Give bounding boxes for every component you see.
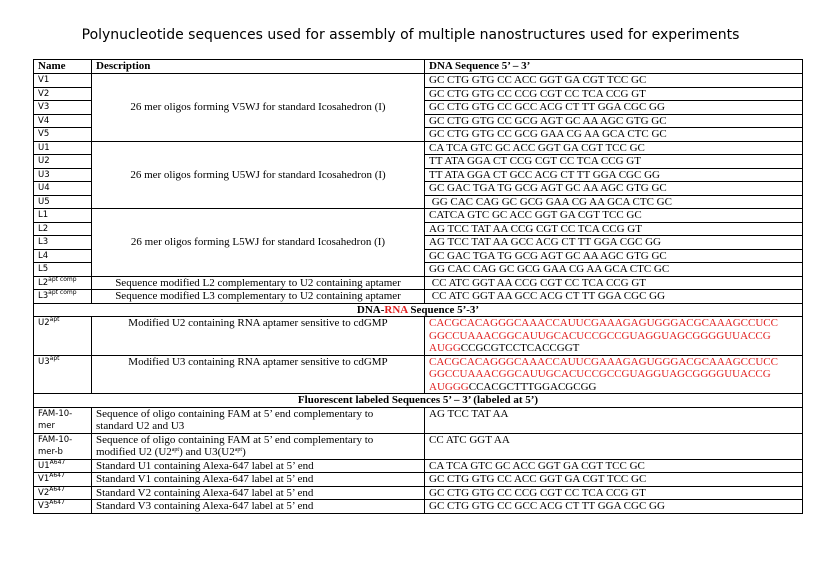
row-sequence: GC CTG GTG CC ACC GGT GA CGT TCC GC bbox=[425, 473, 803, 487]
row-description: Standard V2 containing Alexa-647 label at 5’ end bbox=[92, 486, 425, 500]
row-description: Modified U3 containing RNA aptamer sensitive to cdGMP bbox=[92, 355, 425, 394]
row-sequence: GC CTG GTG CC GCG GAA CG AA GCA CTC GC bbox=[425, 128, 803, 142]
table-row bbox=[34, 209, 803, 223]
row-name: V4 bbox=[34, 114, 92, 128]
row-name: L1 bbox=[34, 209, 92, 223]
row-description: 26 mer oligos forming V5WJ for standard Icosahedron (I) bbox=[92, 74, 425, 142]
row-description: Sequence of oligo containing FAM at 5’ end complementary to standard U2 and U3 bbox=[92, 407, 425, 433]
row-sequence: CC ATC GGT AA bbox=[425, 433, 803, 459]
row-name: $V1^{A647}$ bbox=[34, 473, 92, 487]
section-row bbox=[34, 394, 803, 408]
header-row bbox=[34, 60, 803, 74]
row-sequence: CA TCA GTC GC ACC GGT GA CGT TCC GC bbox=[425, 141, 803, 155]
row-name: U2 bbox=[34, 155, 92, 169]
row-sequence: GC CTG GTG CC GCG AGT GC AA AGC GTG GC bbox=[425, 114, 803, 128]
row-name: U5 bbox=[34, 195, 92, 209]
section-row bbox=[34, 303, 803, 317]
row-name: $U3^{apt}$ bbox=[34, 355, 92, 394]
row-sequence: GG CAC CAG GC GCG GAA CG AA GCA CTC GC bbox=[425, 263, 803, 277]
row-description: Sequence of oligo containing FAM at 5’ end complementary to modified U2 $(U2^{apt})$ and $U3(U2^{apt})$ bbox=[92, 433, 425, 459]
table-row bbox=[34, 290, 803, 304]
row-name: V5 bbox=[34, 128, 92, 142]
table-row bbox=[34, 433, 803, 459]
row-description: Sequence modified L3 complementary to U2 containing aptamer bbox=[92, 290, 425, 304]
row-name: L2 bbox=[34, 222, 92, 236]
row-name: V1 bbox=[34, 74, 92, 88]
row-name: U4 bbox=[34, 182, 92, 196]
table-row bbox=[34, 407, 803, 433]
row-sequence: GC CTG GTG CC GCC ACG CT TT GGA CGC GG bbox=[425, 500, 803, 514]
row-name: L3 bbox=[34, 236, 92, 250]
row-description: 26 mer oligos forming U5WJ for standard Icosahedron (I) bbox=[92, 141, 425, 209]
row-sequence: CACGCACAGGGCAAACCAUUCGAAAGAGUGGGACGCAAAGCCUCC GGCCUAAACGGCAUUGCACUCCGCCGUAGGUAGCGGGGUUACCG AUGGCCGCGTCCTCACCGGT bbox=[425, 317, 803, 356]
header-name: Name bbox=[34, 60, 92, 74]
row-sequence: CATCA GTC GC ACC GGT GA CGT TCC GC bbox=[425, 209, 803, 223]
table-row bbox=[34, 459, 803, 473]
table-row bbox=[34, 473, 803, 487]
row-sequence: GC CTG GTG CC GCC ACG CT TT GGA CGC GG bbox=[425, 101, 803, 115]
header-sequence: DNA Sequence 5’ – 3’ bbox=[425, 60, 803, 74]
row-description: Standard U1 containing Alexa-647 label at 5’ end bbox=[92, 459, 425, 473]
row-name: $U1^{A647}$ bbox=[34, 459, 92, 473]
row-name: L5 bbox=[34, 263, 92, 277]
table-row bbox=[34, 500, 803, 514]
row-description: Modified U2 containing RNA aptamer sensitive to cdGMP bbox=[92, 317, 425, 356]
row-name: V2 bbox=[34, 87, 92, 101]
row-sequence: CA TCA GTC GC ACC GGT GA CGT TCC GC bbox=[425, 459, 803, 473]
row-sequence: GC CTG GTG CC ACC GGT GA CGT TCC GC bbox=[425, 74, 803, 88]
row-description: Standard V3 containing Alexa-647 label at 5’ end bbox=[92, 500, 425, 514]
row-name: U3 bbox=[34, 168, 92, 182]
row-name: $V3^{A647}$ bbox=[34, 500, 92, 514]
row-sequence: CC ATC GGT AA GCC ACG CT TT GGA CGC GG bbox=[425, 290, 803, 304]
row-sequence: GG CAC CAG GC GCG GAA CG AA GCA CTC GC bbox=[425, 195, 803, 209]
table-row bbox=[34, 74, 803, 88]
table-row bbox=[34, 141, 803, 155]
row-description: Standard V1 containing Alexa-647 label at 5’ end bbox=[92, 473, 425, 487]
section-heading-fluorescent: Fluorescent labeled Sequences 5’ – 3’ (labeled at 5’) bbox=[34, 394, 803, 408]
row-sequence: GC GAC TGA TG GCG AGT GC AA AGC GTG GC bbox=[425, 182, 803, 196]
row-sequence: TT ATA GGA CT CCG CGT CC TCA CCG GT bbox=[425, 155, 803, 169]
row-name: FAM-10- mer-b bbox=[34, 433, 92, 459]
row-name: $L2^{apt comp}$ bbox=[34, 276, 92, 290]
row-name: U1 bbox=[34, 141, 92, 155]
row-description: 26 mer oligos forming L5WJ for standard Icosahedron (I) bbox=[92, 209, 425, 277]
row-sequence: CC ATC GGT AA CCG CGT CC TCA CCG GT bbox=[425, 276, 803, 290]
row-name: FAM-10- mer bbox=[34, 407, 92, 433]
row-name: L4 bbox=[34, 249, 92, 263]
table-row bbox=[34, 355, 803, 394]
table-row bbox=[34, 317, 803, 356]
row-sequence: AG TCC TAT AA CCG CGT CC TCA CCG GT bbox=[425, 222, 803, 236]
row-sequence: GC CTG GTG CC CCG CGT CC TCA CCG GT bbox=[425, 486, 803, 500]
row-name: $L3^{apt comp}$ bbox=[34, 290, 92, 304]
header-description: Description bbox=[92, 60, 425, 74]
row-sequence: GC GAC TGA TG GCG AGT GC AA AGC GTG GC bbox=[425, 249, 803, 263]
row-sequence: TT ATA GGA CT GCC ACG CT TT GGA CGC GG bbox=[425, 168, 803, 182]
row-sequence: GC CTG GTG CC CCG CGT CC TCA CCG GT bbox=[425, 87, 803, 101]
row-description: Sequence modified L2 complementary to U2 containing aptamer bbox=[92, 276, 425, 290]
row-sequence: CACGCACAGGGCAAACCAUUCGAAAGAGUGGGACGCAAAGCCUCC GGCCUAAACGGCAUUGCACUCCGCCGUAGGUAGCGGGGUUACCG AUGGGCCACGCTTTGGACGCGG bbox=[425, 355, 803, 394]
row-sequence: AG TCC TAT AA bbox=[425, 407, 803, 433]
sequence-table bbox=[33, 59, 803, 514]
table-row bbox=[34, 276, 803, 290]
page-title: Polynucleotide sequences used for assembly of multiple nanostructures used for experiments bbox=[81, 27, 740, 43]
section-heading-rna: DNA-RNA Sequence 5’-3’ bbox=[34, 303, 803, 317]
row-name: $U2^{apt}$ bbox=[34, 317, 92, 356]
row-name: $V2^{A647}$ bbox=[34, 486, 92, 500]
row-name: V3 bbox=[34, 101, 92, 115]
table-row bbox=[34, 486, 803, 500]
row-sequence: AG TCC TAT AA GCC ACG CT TT GGA CGC GG bbox=[425, 236, 803, 250]
